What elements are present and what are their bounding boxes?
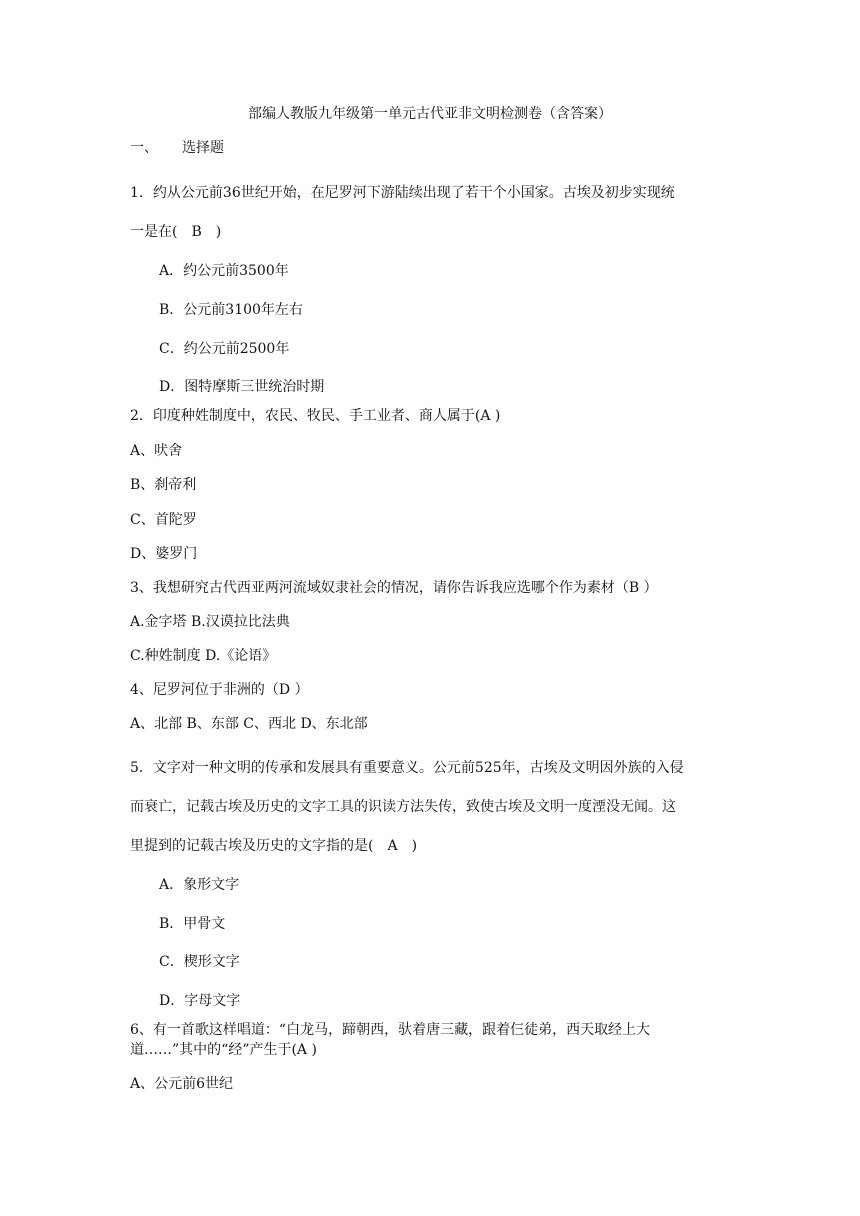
q5-stem-line-1: 5．文字对一种文明的传承和发展具有重要意义。公元前525年，古埃及文明因外族的入侵 — [130, 760, 684, 776]
q3-options-cd: C.种姓制度 D.《论语》 — [130, 648, 277, 664]
q5-option-b: B．甲骨文 — [159, 916, 226, 932]
q3-stem: 3、我想研究古代西亚两河流域奴隶社会的情况，请你告诉我应选哪个作为素材（B ） — [130, 580, 658, 596]
q2-option-d: D、婆罗门 — [130, 546, 198, 562]
q2-stem: 2．印度种姓制度中，农民、牧民、手工业者、商人属于(A ) — [130, 408, 501, 424]
q5-option-d: D．字母文字 — [159, 993, 241, 1009]
q3-options-ab: A.金字塔 B.汉谟拉比法典 — [130, 614, 290, 630]
q6-option-a: A、公元前6世纪 — [130, 1076, 234, 1092]
q5-stem-line-3: 里提到的记载古埃及历史的文字指的是( A ) — [130, 838, 418, 854]
q2-option-a: A、吠舍 — [130, 443, 183, 459]
q1-option-c: C．约公元前2500年 — [159, 341, 290, 357]
q1-option-d: D．图特摩斯三世统治时期 — [159, 379, 325, 395]
q2-option-b: B、刹帝利 — [130, 477, 197, 493]
q4-options: A、北部 B、东部 C、西北 D、东北部 — [130, 716, 368, 732]
document-title: 部编人教版九年级第一单元古代亚非文明检测卷（含答案） — [248, 106, 612, 122]
q6-stem-line-2: 道……”其中的“经”产生于(A ) — [130, 1042, 317, 1058]
q1-stem-line-1: 1．约从公元前36世纪开始，在尼罗河下游陆续出现了若干个小国家。古埃及初步实现统 — [130, 185, 675, 201]
q1-option-a: A．约公元前3500年 — [159, 263, 289, 279]
q5-option-a: A．象形文字 — [159, 877, 240, 893]
q2-option-c: C、首陀罗 — [130, 512, 197, 528]
q1-option-b: B．公元前3100年左右 — [159, 302, 303, 318]
q5-stem-line-2: 而衰亡，记载古埃及历史的文字工具的识读方法失传，致使古埃及文明一度湮没无闻。这 — [130, 799, 676, 815]
q6-stem-line-1: 6、有一首歌这样唱道：“白龙马，蹄朝西，驮着唐三藏，跟着仨徒弟，西天取经上大 — [130, 1022, 651, 1038]
q1-stem-line-2: 一是在( B ) — [130, 224, 222, 240]
section-label: 选择题 — [182, 140, 224, 156]
section-heading — [130, 138, 224, 158]
section-number: 一、 — [130, 140, 158, 156]
q4-stem: 4、尼罗河位于非洲的（D ） — [130, 682, 309, 698]
q5-option-c: C．楔形文字 — [159, 954, 240, 970]
